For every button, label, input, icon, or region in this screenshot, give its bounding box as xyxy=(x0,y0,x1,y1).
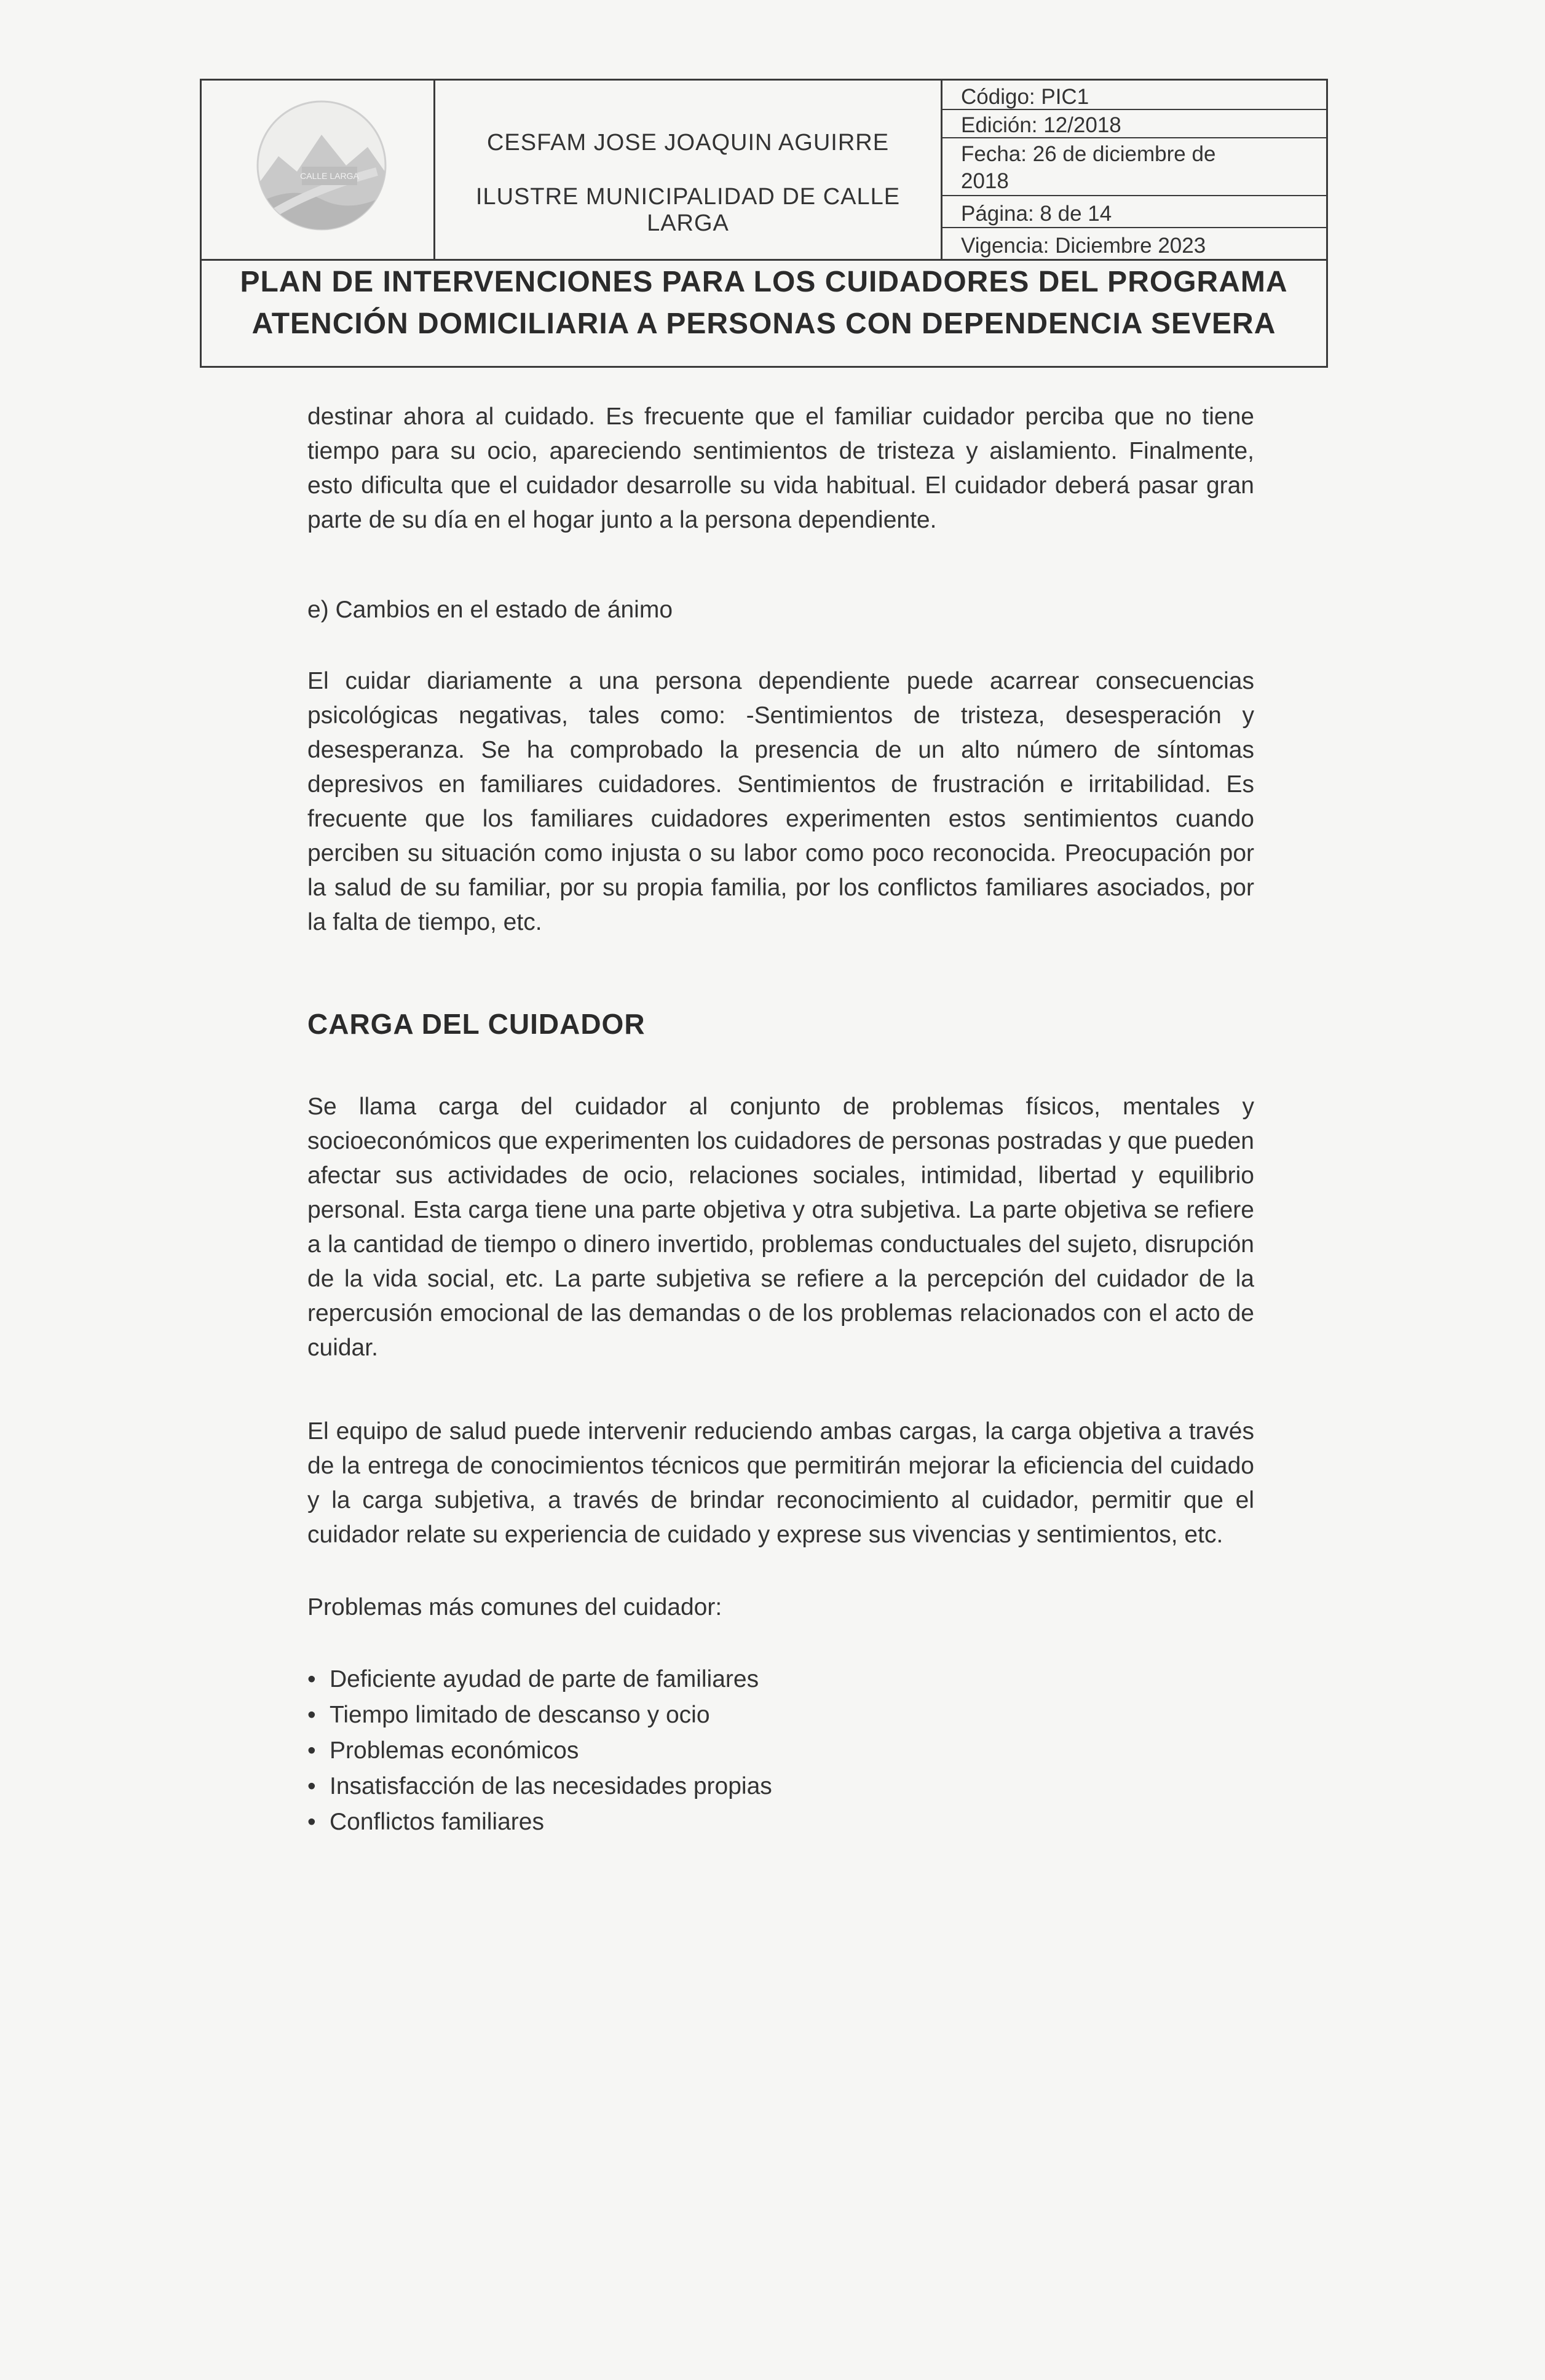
plan-title-line2: ATENCIÓN DOMICILIARIA A PERSONAS CON DEPENDENCIA SEVERA xyxy=(251,307,1276,340)
document-body xyxy=(307,400,1254,1840)
bullet-icon: • xyxy=(307,1737,316,1764)
list-item: • Problemas económicos xyxy=(307,1733,1254,1769)
problems-list xyxy=(307,1662,1254,1840)
list-intro: Problemas más comunes del cuidador: xyxy=(307,1594,722,1620)
paragraph-estado-animo: El cuidar diariamente a una persona dependiente puede acarrear consecuencias psicológicas negativas, tales como: -Sentimientos de tristeza, desesperación y desesperanza. Se ha comprobado la presencia de un alto número de síntomas depresivos en familiares cuidadores. Sentimientos de frustración e irritabilidad. Es frecuente que los familiares cuidadores experimenten estos sentimientos cuando perciben su situación como injusta o su labor como poco reconocida. Preocupación por la salud de su familiar, por su propia familia, por los conflictos familiares asociados, por la falta de tiempo, etc. xyxy=(307,668,1254,935)
paragraph-carga-definicion: Se llama carga del cuidador al conjunto de problemas físicos, mentales y socioeconómicos que experimenten los cuidadores de personas postradas y que pueden afectar sus actividades de ocio, relaciones sociales, intimidad, libertad y equilibrio personal. Esta carga tiene una parte objetiva y otra subjetiva. La parte objetiva se refiere a la cantidad de tiempo o dinero invertido, problemas conductuales del sujeto, disrupción de la vida social, etc. La parte subjetiva se refiere a la percepción del cuidador de la repercusión emocional de las demandas o de los problemas relacionados con el acto de cuidar. xyxy=(307,1093,1254,1361)
list-item: • Deficiente ayudad de parte de familiares xyxy=(307,1662,1254,1697)
meta-vigencia: Vigencia: Diciembre 2023 xyxy=(961,234,1206,258)
logo-cell xyxy=(202,81,435,260)
bullet-icon: • xyxy=(307,1773,316,1799)
institution-cell xyxy=(435,81,942,260)
paragraph-dia-hogar: destinar ahora al cuidado. Es frecuente que el familiar cuidador perciba que no tiene tiempo para su ocio, apareciendo sentimientos de tristeza y aislamiento. Finalmente, esto dificulta que el cuidador desarrolle su vida habitual. El cuidador deberá pasar gran parte de su día en el hogar junto a la persona dependiente. xyxy=(307,403,1254,533)
paragraph-equipo-salud: El equipo de salud puede intervenir reduciendo ambas cargas, la carga objetiva a través de la entrega de conocimientos técnicos que permitirán mejorar la eficiencia del cuidado y la carga subjetiva, a través de brindar reconocimiento al cuidador, permitir que el cuidador relate su experiencia de cuidado y exprese sus vivencias y sentimientos, etc. xyxy=(307,1418,1254,1548)
section-title-carga: CARGA DEL CUIDADOR xyxy=(307,1008,646,1040)
logo-text: CALLE LARGA xyxy=(300,171,359,181)
meta-edicion: Edición: 12/2018 xyxy=(942,110,1328,138)
list-item: • Conflictos familiares xyxy=(307,1804,1254,1840)
bullet-icon: • xyxy=(307,1702,316,1728)
meta-fecha-line1: Fecha: 26 de diciembre de xyxy=(961,142,1216,166)
meta-pagina: Página: 8 de 14 xyxy=(942,196,1328,228)
bullet-icon: • xyxy=(307,1809,316,1835)
plan-title-line1: PLAN DE INTERVENCIONES PARA LOS CUIDADORES DEL PROGRAMA xyxy=(240,266,1288,298)
meta-fecha xyxy=(942,138,1328,196)
document-meta-cell xyxy=(942,81,1328,260)
municipality-logo xyxy=(254,98,389,233)
meta-codigo: Código: PIC1 xyxy=(942,81,1328,110)
list-item: • Insatisfacción de las necesidades propias xyxy=(307,1769,1254,1804)
institution-name: CESFAM JOSE JOAQUIN AGUIRRE xyxy=(486,130,890,156)
document-header-table xyxy=(200,79,1328,368)
meta-fecha-line2: 2018 xyxy=(961,169,1009,193)
bullet-icon: • xyxy=(307,1666,316,1692)
municipality-name: ILUSTRE MUNICIPALIDAD DE CALLE LARGA xyxy=(475,184,901,236)
subheading-cambios-animo: e) Cambios en el estado de ánimo xyxy=(307,597,673,623)
list-item: • Tiempo limitado de descanso y ocio xyxy=(307,1697,1254,1733)
header-divider xyxy=(202,259,1326,261)
